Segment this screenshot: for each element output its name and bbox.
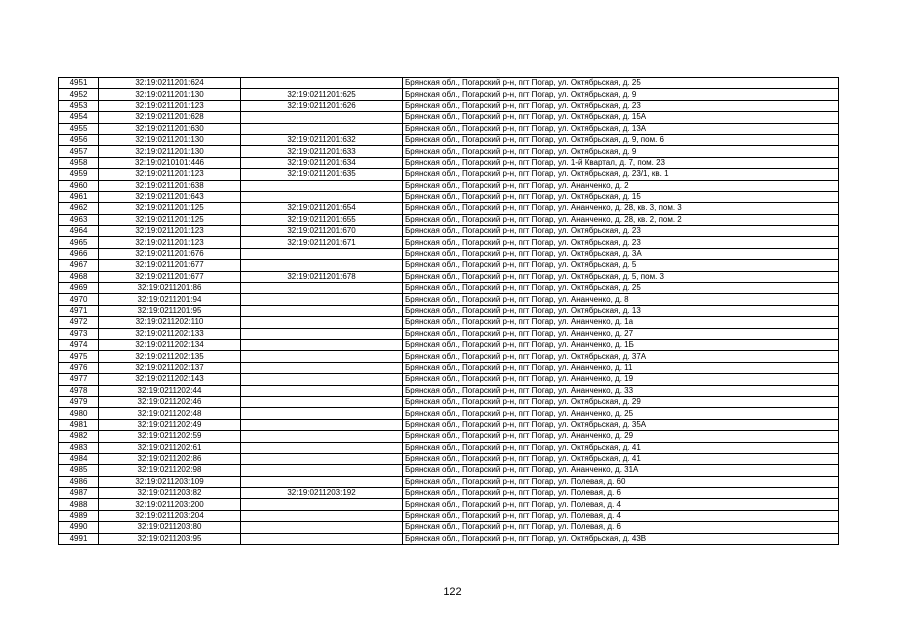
cell-parcel-cadastral-number: 32:19:0211201:130: [99, 134, 241, 145]
cell-parcel-cadastral-number: 32:19:0211202:137: [99, 362, 241, 373]
cell-record-number: 4982: [59, 431, 99, 442]
cell-record-number: 4980: [59, 408, 99, 419]
cell-parcel-cadastral-number: 32:19:0211201:624: [99, 78, 241, 89]
table-row: [59, 237, 839, 248]
cell-address: Брянская обл., Погарский р-н, пгт Погар, ул. Октябрьская, д. 13А: [403, 123, 839, 134]
cell-parcel-cadastral-number: 32:19:0211203:95: [99, 533, 241, 544]
table-row: [59, 123, 839, 134]
cell-parcel-cadastral-number: 32:19:0211201:95: [99, 305, 241, 316]
cell-address: Брянская обл., Погарский р-н, пгт Погар, ул. Октябрьская, д. 23: [403, 100, 839, 111]
table-row: [59, 169, 839, 180]
cell-address: Брянская обл., Погарский р-н, пгт Погар, ул. Ананченко, д. 8: [403, 294, 839, 305]
table-row: [59, 214, 839, 225]
cell-object-cadastral-number: [241, 328, 403, 339]
table-row: [59, 294, 839, 305]
cell-object-cadastral-number: [241, 260, 403, 271]
cell-parcel-cadastral-number: 32:19:0211201:123: [99, 100, 241, 111]
cell-record-number: 4984: [59, 453, 99, 464]
cell-address: Брянская обл., Погарский р-н, пгт Погар, ул. Ананченко, д. 25: [403, 408, 839, 419]
cell-parcel-cadastral-number: 32:19:0211202:49: [99, 419, 241, 430]
cell-address: Брянская обл., Погарский р-н, пгт Погар, ул. Октябрьская, д. 13: [403, 305, 839, 316]
table-row: [59, 260, 839, 271]
cell-object-cadastral-number: [241, 305, 403, 316]
cell-record-number: 4979: [59, 396, 99, 407]
cell-object-cadastral-number: [241, 533, 403, 544]
cell-object-cadastral-number: [241, 408, 403, 419]
cell-parcel-cadastral-number: 32:19:0211202:46: [99, 396, 241, 407]
cell-record-number: 4963: [59, 214, 99, 225]
cell-object-cadastral-number: 32:19:0211201:625: [241, 89, 403, 100]
cell-record-number: 4951: [59, 78, 99, 89]
cell-parcel-cadastral-number: 32:19:0211202:44: [99, 385, 241, 396]
cell-record-number: 4969: [59, 283, 99, 294]
cell-object-cadastral-number: 32:19:0211201:678: [241, 271, 403, 282]
cell-address: Брянская обл., Погарский р-н, пгт Погар, ул. Ананченко, д. 1Б: [403, 339, 839, 350]
cell-address: Брянская обл., Погарский р-н, пгт Погар, ул. Ананченко, д. 29: [403, 431, 839, 442]
cell-record-number: 4986: [59, 476, 99, 487]
cell-record-number: 4962: [59, 203, 99, 214]
cell-object-cadastral-number: [241, 522, 403, 533]
cell-parcel-cadastral-number: 32:19:0211201:86: [99, 283, 241, 294]
cell-address: Брянская обл., Погарский р-н, пгт Погар, ул. Ананченко, д. 28, кв. 3, пом. 3: [403, 203, 839, 214]
cell-object-cadastral-number: [241, 294, 403, 305]
cell-parcel-cadastral-number: 32:19:0211201:130: [99, 146, 241, 157]
cell-parcel-cadastral-number: 32:19:0211201:123: [99, 237, 241, 248]
cell-record-number: 4973: [59, 328, 99, 339]
cell-address: Брянская обл., Погарский р-н, пгт Погар, ул. Октябрьская, д. 43В: [403, 533, 839, 544]
cell-address: Брянская обл., Погарский р-н, пгт Погар, ул. Октябрьская, д. 35А: [403, 419, 839, 430]
table-row: [59, 339, 839, 350]
table-row: [59, 146, 839, 157]
page-number: 122: [443, 586, 462, 598]
table-row: [59, 305, 839, 316]
cell-record-number: 4953: [59, 100, 99, 111]
cell-record-number: 4990: [59, 522, 99, 533]
cell-record-number: 4955: [59, 123, 99, 134]
cell-parcel-cadastral-number: 32:19:0211201:125: [99, 203, 241, 214]
cell-object-cadastral-number: [241, 476, 403, 487]
cell-record-number: 4968: [59, 271, 99, 282]
cell-object-cadastral-number: [241, 396, 403, 407]
table-row: [59, 510, 839, 521]
cell-object-cadastral-number: [241, 180, 403, 191]
cell-record-number: 4974: [59, 339, 99, 350]
cell-object-cadastral-number: [241, 499, 403, 510]
cell-record-number: 4989: [59, 510, 99, 521]
cell-record-number: 4958: [59, 157, 99, 168]
cell-object-cadastral-number: [241, 191, 403, 202]
table-row: [59, 283, 839, 294]
cell-record-number: 4991: [59, 533, 99, 544]
cell-parcel-cadastral-number: 32:19:0211201:638: [99, 180, 241, 191]
cell-parcel-cadastral-number: 32:19:0211203:200: [99, 499, 241, 510]
cell-record-number: 4966: [59, 248, 99, 259]
cell-object-cadastral-number: [241, 453, 403, 464]
cell-object-cadastral-number: [241, 123, 403, 134]
cell-object-cadastral-number: 32:19:0211201:632: [241, 134, 403, 145]
table-row: [59, 157, 839, 168]
cell-parcel-cadastral-number: 32:19:0211202:59: [99, 431, 241, 442]
table-row: [59, 431, 839, 442]
table-row: [59, 385, 839, 396]
table-row: [59, 112, 839, 123]
cell-parcel-cadastral-number: 32:19:0211201:643: [99, 191, 241, 202]
cell-address: Брянская обл., Погарский р-н, пгт Погар, ул. Ананченко, д. 31А: [403, 465, 839, 476]
cell-parcel-cadastral-number: 32:19:0211201:677: [99, 271, 241, 282]
cell-parcel-cadastral-number: 32:19:0211201:630: [99, 123, 241, 134]
cell-address: Брянская обл., Погарский р-н, пгт Погар, ул. Октябрьская, д. 23: [403, 237, 839, 248]
cell-record-number: 4983: [59, 442, 99, 453]
table-row: [59, 374, 839, 385]
cell-address: Брянская обл., Погарский р-н, пгт Погар, ул. Октябрьская, д. 25: [403, 283, 839, 294]
cell-record-number: 4972: [59, 317, 99, 328]
cell-object-cadastral-number: [241, 317, 403, 328]
cell-object-cadastral-number: [241, 374, 403, 385]
cell-address: Брянская обл., Погарский р-н, пгт Погар, ул. Полевая, д. 4: [403, 499, 839, 510]
table-row: [59, 328, 839, 339]
cell-record-number: 4976: [59, 362, 99, 373]
cell-parcel-cadastral-number: 32:19:0210101:446: [99, 157, 241, 168]
cell-address: Брянская обл., Погарский р-н, пгт Погар, ул. Ананченко, д. 2: [403, 180, 839, 191]
cell-parcel-cadastral-number: 32:19:0211202:61: [99, 442, 241, 453]
table-row: [59, 465, 839, 476]
cell-record-number: 4988: [59, 499, 99, 510]
cell-parcel-cadastral-number: 32:19:0211201:677: [99, 260, 241, 271]
cell-address: Брянская обл., Погарский р-н, пгт Погар, ул. Октябрьская, д. 3А: [403, 248, 839, 259]
table-row: [59, 499, 839, 510]
cell-parcel-cadastral-number: 32:19:0211202:133: [99, 328, 241, 339]
cell-address: Брянская обл., Погарский р-н, пгт Погар, ул. Октябрьская, д. 15А: [403, 112, 839, 123]
cell-address: Брянская обл., Погарский р-н, пгт Погар, ул. Октябрьская, д. 5, пом. 3: [403, 271, 839, 282]
table-row: [59, 362, 839, 373]
table-row: [59, 488, 839, 499]
registry-table-body: [59, 78, 839, 545]
cell-address: Брянская обл., Погарский р-н, пгт Погар, ул. Октябрьская, д. 15: [403, 191, 839, 202]
cell-record-number: 4956: [59, 134, 99, 145]
cell-object-cadastral-number: [241, 431, 403, 442]
table-row: [59, 226, 839, 237]
table-row: [59, 476, 839, 487]
cell-parcel-cadastral-number: 32:19:0211201:123: [99, 169, 241, 180]
cell-parcel-cadastral-number: 32:19:0211202:110: [99, 317, 241, 328]
table-row: [59, 78, 839, 89]
cell-address: Брянская обл., Погарский р-н, пгт Погар, ул. Октябрьская, д. 37А: [403, 351, 839, 362]
cell-record-number: 4967: [59, 260, 99, 271]
cell-parcel-cadastral-number: 32:19:0211202:134: [99, 339, 241, 350]
cell-object-cadastral-number: 32:19:0211201:654: [241, 203, 403, 214]
cell-parcel-cadastral-number: 32:19:0211201:130: [99, 89, 241, 100]
cell-parcel-cadastral-number: 32:19:0211201:125: [99, 214, 241, 225]
cell-address: Брянская обл., Погарский р-н, пгт Погар, ул. Октябрьская, д. 9: [403, 146, 839, 157]
cell-address: Брянская обл., Погарский р-н, пгт Погар, ул. Октябрьская, д. 9: [403, 89, 839, 100]
table-row: [59, 442, 839, 453]
table-row: [59, 191, 839, 202]
cell-object-cadastral-number: 32:19:0211201:670: [241, 226, 403, 237]
cell-record-number: 4954: [59, 112, 99, 123]
cell-address: Брянская обл., Погарский р-н, пгт Погар, ул. Полевая, д. 4: [403, 510, 839, 521]
cell-address: Брянская обл., Погарский р-н, пгт Погар, ул. Октябрьская, д. 41: [403, 442, 839, 453]
table-row: [59, 396, 839, 407]
cell-parcel-cadastral-number: 32:19:0211203:204: [99, 510, 241, 521]
cell-record-number: 4987: [59, 488, 99, 499]
table-row: [59, 203, 839, 214]
table-row: [59, 89, 839, 100]
cell-object-cadastral-number: [241, 283, 403, 294]
cell-object-cadastral-number: 32:19:0211201:635: [241, 169, 403, 180]
cell-address: Брянская обл., Погарский р-н, пгт Погар, ул. Октябрьская, д. 9, пом. 6: [403, 134, 839, 145]
cell-address: Брянская обл., Погарский р-н, пгт Погар, ул. Октябрьская, д. 41: [403, 453, 839, 464]
cell-address: Брянская обл., Погарский р-н, пгт Погар, ул. Ананченко, д. 28, кв. 2, пом. 2: [403, 214, 839, 225]
table-row: [59, 533, 839, 544]
cell-parcel-cadastral-number: 32:19:0211203:82: [99, 488, 241, 499]
cell-record-number: 4959: [59, 169, 99, 180]
cell-address: Брянская обл., Погарский р-н, пгт Погар, ул. Ананченко, д. 33: [403, 385, 839, 396]
table-row: [59, 271, 839, 282]
cell-record-number: 4952: [59, 89, 99, 100]
cell-object-cadastral-number: [241, 362, 403, 373]
table-row: [59, 248, 839, 259]
cell-address: Брянская обл., Погарский р-н, пгт Погар, ул. Октябрьская, д. 29: [403, 396, 839, 407]
cell-address: Брянская обл., Погарский р-н, пгт Погар, ул. Полевая, д. 60: [403, 476, 839, 487]
cell-object-cadastral-number: [241, 510, 403, 521]
table-row: [59, 317, 839, 328]
cell-address: Брянская обл., Погарский р-н, пгт Погар, ул. Октябрьская, д. 23/1, кв. 1: [403, 169, 839, 180]
cell-object-cadastral-number: 32:19:0211201:634: [241, 157, 403, 168]
cell-parcel-cadastral-number: 32:19:0211202:135: [99, 351, 241, 362]
cell-parcel-cadastral-number: 32:19:0211203:80: [99, 522, 241, 533]
table-row: [59, 453, 839, 464]
cell-parcel-cadastral-number: 32:19:0211201:628: [99, 112, 241, 123]
cell-parcel-cadastral-number: 32:19:0211202:143: [99, 374, 241, 385]
cell-address: Брянская обл., Погарский р-н, пгт Погар, ул. 1-й Квартал, д. 7, пом. 23: [403, 157, 839, 168]
cell-parcel-cadastral-number: 32:19:0211201:676: [99, 248, 241, 259]
cell-address: Брянская обл., Погарский р-н, пгт Погар, ул. Ананченко, д. 27: [403, 328, 839, 339]
table-row: [59, 419, 839, 430]
registry-table: [58, 77, 839, 545]
cell-address: Брянская обл., Погарский р-н, пгт Погар, ул. Ананченко, д. 11: [403, 362, 839, 373]
table-row: [59, 100, 839, 111]
cell-address: Брянская обл., Погарский р-н, пгт Погар, ул. Октябрьская, д. 25: [403, 78, 839, 89]
cell-object-cadastral-number: 32:19:0211201:655: [241, 214, 403, 225]
table-row: [59, 408, 839, 419]
cell-object-cadastral-number: 32:19:0211203:192: [241, 488, 403, 499]
table-row: [59, 351, 839, 362]
cell-record-number: 4965: [59, 237, 99, 248]
cell-record-number: 4970: [59, 294, 99, 305]
cell-object-cadastral-number: [241, 351, 403, 362]
cell-record-number: 4975: [59, 351, 99, 362]
cell-object-cadastral-number: 32:19:0211201:633: [241, 146, 403, 157]
cell-record-number: 4981: [59, 419, 99, 430]
table-row: [59, 134, 839, 145]
cell-address: Брянская обл., Погарский р-н, пгт Погар, ул. Октябрьская, д. 23: [403, 226, 839, 237]
cell-object-cadastral-number: [241, 442, 403, 453]
cell-object-cadastral-number: [241, 339, 403, 350]
table-row: [59, 180, 839, 191]
table-row: [59, 522, 839, 533]
cell-record-number: 4964: [59, 226, 99, 237]
cell-address: Брянская обл., Погарский р-н, пгт Погар, ул. Полевая, д. 6: [403, 522, 839, 533]
cell-object-cadastral-number: [241, 78, 403, 89]
cell-parcel-cadastral-number: 32:19:0211202:86: [99, 453, 241, 464]
cell-object-cadastral-number: 32:19:0211201:626: [241, 100, 403, 111]
cell-object-cadastral-number: 32:19:0211201:671: [241, 237, 403, 248]
cell-address: Брянская обл., Погарский р-н, пгт Погар, ул. Ананченко, д. 1а: [403, 317, 839, 328]
cell-parcel-cadastral-number: 32:19:0211203:109: [99, 476, 241, 487]
cell-object-cadastral-number: [241, 385, 403, 396]
cell-record-number: 4971: [59, 305, 99, 316]
cell-address: Брянская обл., Погарский р-н, пгт Погар, ул. Ананченко, д. 19: [403, 374, 839, 385]
cell-address: Брянская обл., Погарский р-н, пгт Погар, ул. Полевая, д. 6: [403, 488, 839, 499]
cell-record-number: 4977: [59, 374, 99, 385]
cell-object-cadastral-number: [241, 465, 403, 476]
cell-parcel-cadastral-number: 32:19:0211201:123: [99, 226, 241, 237]
cell-object-cadastral-number: [241, 419, 403, 430]
cell-object-cadastral-number: [241, 248, 403, 259]
cell-record-number: 4961: [59, 191, 99, 202]
cell-parcel-cadastral-number: 32:19:0211202:98: [99, 465, 241, 476]
cell-record-number: 4978: [59, 385, 99, 396]
cell-parcel-cadastral-number: 32:19:0211201:94: [99, 294, 241, 305]
cell-object-cadastral-number: [241, 112, 403, 123]
cell-parcel-cadastral-number: 32:19:0211202:48: [99, 408, 241, 419]
cell-record-number: 4985: [59, 465, 99, 476]
cell-record-number: 4957: [59, 146, 99, 157]
cell-record-number: 4960: [59, 180, 99, 191]
cell-address: Брянская обл., Погарский р-н, пгт Погар, ул. Октябрьская, д. 5: [403, 260, 839, 271]
